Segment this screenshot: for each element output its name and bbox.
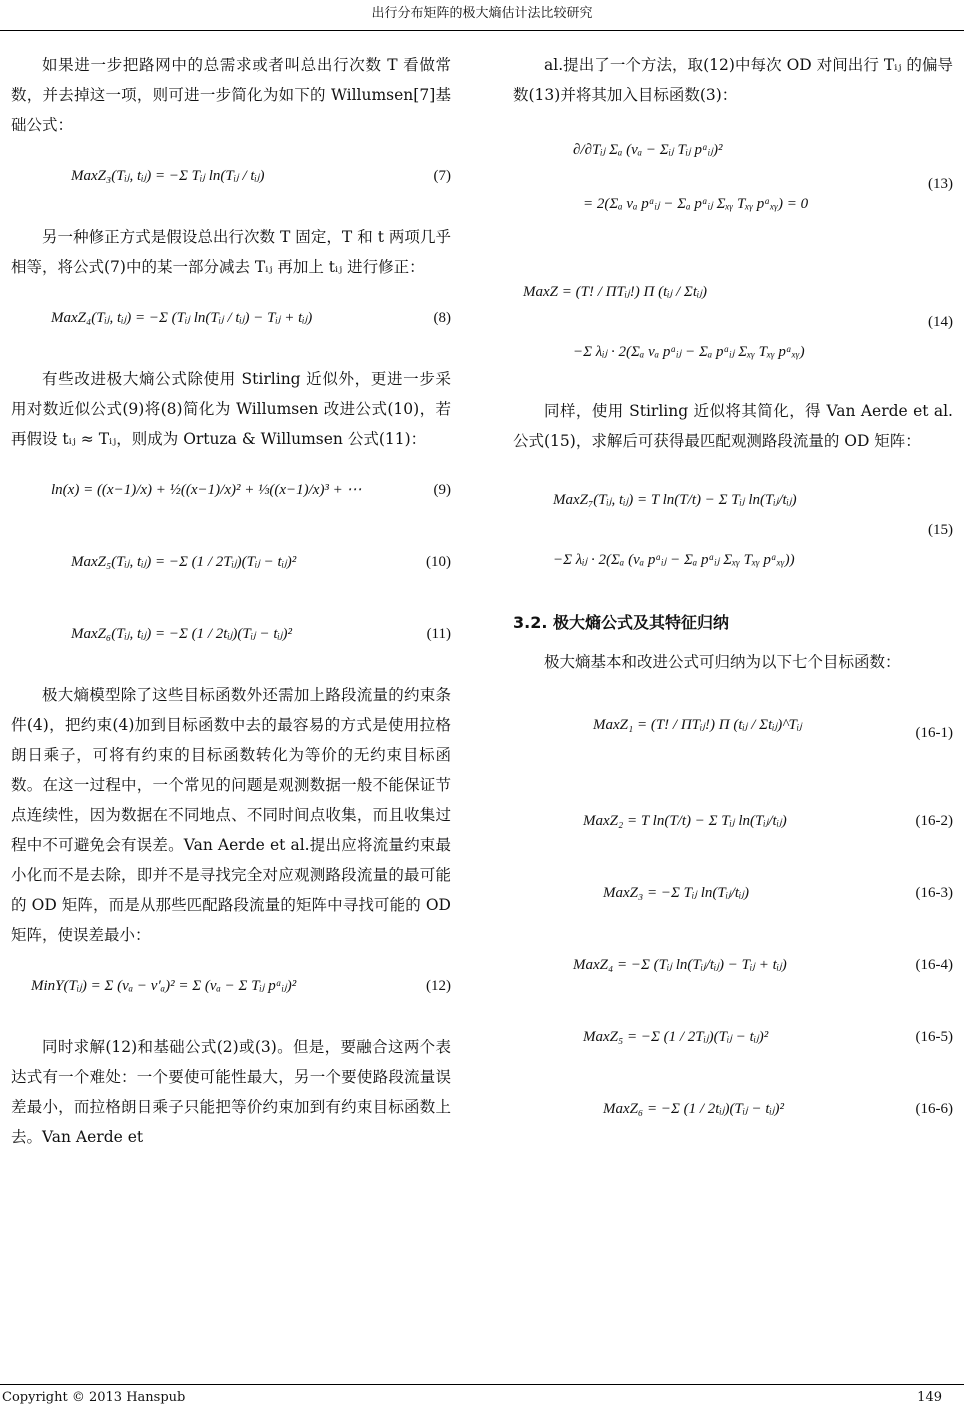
equation-number: (16-5) [915, 1029, 953, 1045]
footer-rule [0, 1384, 964, 1385]
section-heading: 3.2. 极大熵公式及其特征归纳 [513, 613, 729, 632]
equation-number: (8) [433, 310, 451, 326]
page-number: 149 [917, 1390, 942, 1405]
paragraph: 有些改进极大熵公式除使用 Stirling 近似外，更进一步采用对数近似公式(9)将(8)简化为 Willumsen 改进公式(10)，若再假设 tᵢⱼ ≈ Tᵢⱼ，则成为 Ortuza & Willumsen 公式(11)： [11, 370, 451, 448]
paragraph: 同样，使用 Stirling 近似将其简化，得 Van Aerde et al.公式(15)，求解后可获得最匹配观测路段流量的 OD 矩阵： [513, 402, 953, 450]
equation-expression: MaxZ₃ = −Σ Tᵢⱼ ln(Tᵢⱼ/tᵢⱼ) [603, 885, 750, 901]
equation-16-4 [513, 939, 953, 1003]
equation-number: (12) [426, 978, 451, 994]
equation-11 [11, 608, 451, 672]
equation-number: (15) [928, 522, 953, 538]
equation-16-2 [513, 795, 953, 859]
equation-15 [513, 466, 953, 596]
equation-number: (16-1) [915, 725, 953, 741]
equation-14 [513, 258, 953, 388]
equation-expression: MaxZ₂ = T ln(T/t) − Σ Tᵢⱼ ln(Tᵢⱼ/tᵢⱼ) [583, 813, 787, 829]
paragraph: 如果进一步把路网中的总需求或者叫总出行次数 T 看做常数，并去掉这一项，则可进一步简化为如下的 Willumsen[7]基础公式： [11, 56, 451, 134]
equation-9 [11, 464, 451, 528]
equation-expression-line2: = 2(Σₐ vₐ pᵃᵢⱼ − Σₐ pᵃᵢⱼ Σₓᵧ Tₓᵧ pᵃₓᵧ) = 0 [583, 196, 809, 212]
paragraph: 极大熵基本和改进公式可归纳为以下七个目标函数： [544, 653, 901, 671]
equation-number: (13) [928, 176, 953, 192]
equation-8 [11, 292, 451, 356]
equation-expression: MaxZ₄(Tᵢⱼ, tᵢⱼ) = −Σ (Tᵢⱼ ln(Tᵢⱼ / tᵢⱼ) − Tᵢⱼ + tᵢⱼ) [51, 310, 313, 326]
equation-expression: MaxZ₃(Tᵢⱼ, tᵢⱼ) = −Σ Tᵢⱼ ln(Tᵢⱼ / tᵢⱼ) [71, 168, 265, 184]
equation-expression: MaxZ₅ = −Σ (1 / 2Tᵢⱼ)(Tᵢⱼ − tᵢⱼ)² [583, 1029, 769, 1045]
left-column [11, 50, 451, 1162]
equation-16-5 [513, 1011, 953, 1075]
equation-number: (14) [928, 314, 953, 330]
equation-number: (11) [426, 626, 451, 642]
paragraph: 另一种修正方式是假设总出行次数 T 固定，T 和 t 两项几乎相等，将公式(7)中的某一部分减去 Tᵢⱼ 再加上 tᵢⱼ 进行修正： [11, 228, 451, 276]
running-header: 出行分布矩阵的极大熵估计法比较研究 [371, 6, 593, 21]
paragraph: al.提出了一个方法，取(12)中每次 OD 对间出行 Tᵢⱼ 的偏导数(13)并将其加入目标函数(3)： [513, 56, 953, 104]
equation-16-1 [513, 687, 953, 787]
equation-number: (10) [426, 554, 451, 570]
equation-expression-line1: ∂/∂Tᵢⱼ Σₐ (vₐ − Σᵢⱼ Tᵢⱼ pᵃᵢⱼ)² [573, 142, 723, 158]
equation-expression-line1: MaxZ₇(Tᵢⱼ, tᵢⱼ) = T ln(T/t) − Σ Tᵢⱼ ln(Tᵢⱼ/tᵢⱼ) [553, 492, 797, 508]
equation-expression-line1: MaxZ = (T! / ΠTᵢⱼ!) Π (tᵢⱼ / Σtᵢⱼ) [523, 284, 708, 300]
equation-10 [11, 536, 451, 600]
equation-13 [513, 120, 953, 250]
equation-number: (16-3) [915, 885, 953, 901]
equation-number: (16-6) [915, 1101, 953, 1117]
equation-number: (16-2) [915, 813, 953, 829]
paragraph: 同时求解(12)和基础公式(2)或(3)。但是，要融合这两个表达式有一个难处：一个要使可能性最大，另一个要使路段流量误差最小，而拉格朗日乘子只能把等价约束加到有约束目标函数上去。Van Aerde et [11, 1038, 451, 1146]
equation-number: (7) [433, 168, 451, 184]
equation-number: (16-4) [915, 957, 953, 973]
equation-expression: MaxZ₆(Tᵢⱼ, tᵢⱼ) = −Σ (1 / 2tᵢⱼ)(Tᵢⱼ − tᵢⱼ)² [71, 626, 293, 642]
equation-expression-line2: −Σ λᵢⱼ · 2(Σₐ (vₐ pᵃᵢⱼ − Σₐ pᵃᵢⱼ Σₓᵧ Tₓᵧ pᵃₓᵧ)) [553, 552, 795, 568]
copyright-text: Copyright © 2013 Hanspub [2, 1390, 186, 1405]
equation-7 [11, 150, 451, 214]
equation-16-3 [513, 867, 953, 931]
equation-expression: MaxZ₆ = −Σ (1 / 2tᵢⱼ)(Tᵢⱼ − tᵢⱼ)² [603, 1101, 785, 1117]
equation-16-6 [513, 1083, 953, 1147]
equation-expression: ln(x) = ((x−1)/x) + ½((x−1)/x)² + ⅓((x−1)/x)³ + ⋯ [51, 482, 362, 498]
paragraph: 极大熵模型除了这些目标函数外还需加上路段流量的约束条件(4)，把约束(4)加到目标函数中去的最容易的方式是使用拉格朗日乘子，可将有约束的目标函数转化为等价的无约束目标函数。在这一过程中，一个常见的问题是观测数据一般不能保证节点连续性，因为数据在不同地点、不同时间点收集，而且收集过程中不可避免会有误差。Van Aerde et al.提出应将流量约束最小化而不是去除，即并不是寻找完全对应观测路段流量的最可能的 OD 矩阵，而是从那些匹配路段流量的矩阵中寻找可能的 OD 矩阵，使误差最小： [11, 686, 451, 944]
equation-expression-line2: −Σ λᵢⱼ · 2(Σₐ vₐ pᵃᵢⱼ − Σₐ pᵃᵢⱼ Σₓᵧ Tₓᵧ pᵃₓᵧ) [573, 344, 805, 360]
equation-number: (9) [433, 482, 451, 498]
equation-expression: MinY(Tᵢⱼ) = Σ (vₐ − v′ₐ)² = Σ (vₐ − Σ Tᵢⱼ pᵃᵢⱼ)² [31, 978, 297, 994]
equation-12 [11, 960, 451, 1024]
header-rule [0, 30, 964, 31]
equation-expression: MaxZ₄ = −Σ (Tᵢⱼ ln(Tᵢⱼ/tᵢⱼ) − Tᵢⱼ + tᵢⱼ) [573, 957, 787, 973]
right-column [513, 50, 953, 1155]
equation-expression: MaxZ₅(Tᵢⱼ, tᵢⱼ) = −Σ (1 / 2Tᵢⱼ)(Tᵢⱼ − tᵢⱼ)² [71, 554, 297, 570]
equation-expression: MaxZ₁ = (T! / ΠTᵢⱼ!) Π (tᵢⱼ / Σtᵢⱼ)^Tᵢⱼ [593, 717, 802, 733]
